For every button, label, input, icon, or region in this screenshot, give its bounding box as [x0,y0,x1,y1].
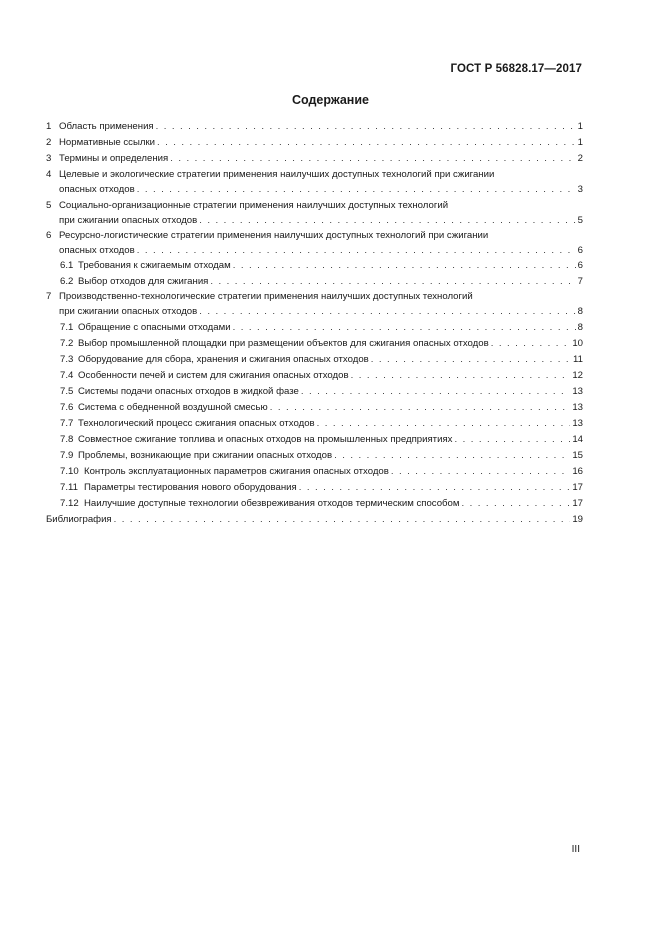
toc-entry-title: Нормативные ссылки [59,137,156,148]
toc-entry-7-4[interactable] [46,368,583,383]
toc-entry-page: 12 [572,370,583,381]
toc-entry-page: 1 [577,137,583,148]
toc-entry-number: 3 [46,153,52,164]
document-header: ГОСТ Р 56828.17—2017 [450,63,582,75]
dot-leader [233,320,576,335]
toc-entry-page: 7 [577,276,583,287]
toc-entry-number: 6.2 [60,276,74,287]
dot-leader [199,213,575,228]
toc-entry-7-12[interactable] [46,496,583,511]
toc-entry-page: 17 [572,498,583,509]
toc-entry-page: 15 [572,450,583,461]
toc-entry-7-2[interactable] [46,336,583,351]
toc-entry-number: 7.7 [60,418,74,429]
toc-entry-title: Системы подачи опасных отходов в жидкой фазе [78,386,299,397]
toc-entry-title: Требования к сжигаемым отходам [78,260,231,271]
toc-entry-6-2[interactable] [46,274,583,289]
toc-entry-page: 6 [577,245,583,256]
toc-entry-title: Производственно-технологические стратегии применения наилучших доступных технологий [59,291,473,302]
toc-title: Содержание [291,93,369,107]
dot-leader [233,258,576,273]
toc-entry-4[interactable] [46,167,583,197]
toc-entry-page: 13 [572,418,583,429]
dot-leader [301,384,571,399]
toc-entry-page: 8 [577,306,583,317]
toc-entry-number: 7.5 [60,386,74,397]
toc-entry-7-7[interactable] [46,416,583,431]
toc-entry-number: 6.1 [60,260,74,271]
toc-entry-page: 17 [572,482,583,493]
toc-entry-title: Параметры тестирования нового оборудования [84,482,297,493]
toc-entry-title: Целевые и экологические стратегии применения наилучших доступных технологий при сжигании [59,169,495,180]
toc-entry-number: 6 [46,230,52,241]
toc-entry-title: Область применения [59,121,154,132]
dot-leader [334,448,570,463]
toc-entry-7-8[interactable] [46,432,583,447]
dot-leader [299,480,571,495]
dot-leader [170,151,575,166]
toc-entry-title: Система с обедненной воздушной смесью [78,402,268,413]
toc-entry-number: 7.2 [60,338,74,349]
toc-entry-title: Контроль эксплуатационных параметров сжигания опасных отходов [84,466,389,477]
dot-leader [270,400,571,415]
dot-leader [351,368,571,383]
dot-leader [461,496,570,511]
toc-entry-7-1[interactable] [46,320,583,335]
toc-entry-7[interactable] [46,289,583,319]
dot-leader [491,336,571,351]
toc-entry-7-11[interactable] [46,480,583,495]
toc-entry-page: 10 [572,338,583,349]
toc-entry-2[interactable] [46,135,583,150]
toc-entry-page: 14 [572,434,583,445]
toc-entry-number: 4 [46,169,52,180]
toc-entry-title: Особенности печей и систем для сжигания опасных отходов [78,370,349,381]
dot-leader [156,119,576,134]
toc-entry-page: 5 [577,215,583,226]
dot-leader [114,512,571,527]
toc-entry-number: 1 [46,121,52,132]
dot-leader [391,464,570,479]
toc-entry-3[interactable] [46,151,583,166]
toc-entry-5[interactable] [46,198,583,228]
dot-leader [137,182,576,197]
toc-entry-number: 7.12 [60,498,79,509]
toc-entry-title: Библиография [46,514,112,525]
toc-entry-7-6[interactable] [46,400,583,415]
toc-entry-page: 13 [572,402,583,413]
toc-entry-6-1[interactable] [46,258,583,273]
toc-entry-number: 7 [46,291,52,302]
toc-entry-title: Социально-организационные стратегии применения наилучших доступных технологий [59,200,449,211]
dot-leader [210,274,575,289]
toc-entry-number: 2 [46,137,52,148]
toc-entry-number: 7.10 [60,466,79,477]
toc-entry-7-3[interactable] [46,352,583,367]
toc-entry-number: 7.4 [60,370,74,381]
toc-entry-title: Проблемы, возникающие при сжигании опасных отходов [78,450,333,461]
toc-entry-number: 7.11 [60,482,78,493]
toc-entry-page: 11 [573,354,583,365]
toc-entry-title-cont: при сжигании опасных отходов [59,215,198,226]
dot-leader [137,243,576,258]
toc-entry-page: 1 [577,121,583,132]
toc-entry-7-10[interactable] [46,464,583,479]
toc-entry-7-9[interactable] [46,448,583,463]
toc-entry-title: Совместное сжигание топлива и опасных отходов на промышленных предприятиях [78,434,453,445]
toc-entry-title: Обращение с опасными отходами [78,322,231,333]
toc-entry-page: 19 [572,514,583,525]
toc-entry-page: 16 [572,466,583,477]
dot-leader [157,135,576,150]
toc-entry-title-cont: опасных отходов [59,245,135,256]
toc-entry-number: 7.8 [60,434,74,445]
toc-entry-1[interactable] [46,119,583,134]
toc-entry-title-cont: опасных отходов [59,184,135,195]
page-number: III [571,844,580,855]
toc-entry-title: Оборудование для сбора, хранения и сжигания опасных отходов [78,354,369,365]
toc-entry-page: 13 [572,386,583,397]
table-of-contents [46,119,583,527]
toc-entry-7-5[interactable] [46,384,583,399]
toc-entry-6[interactable] [46,228,583,258]
toc-entry-number: 5 [46,200,52,211]
dot-leader [199,304,575,319]
toc-entry-number: 7.9 [60,450,74,461]
toc-entry-title: Ресурсно-логистические стратегии применения наилучших доступных технологий при сжигании [59,230,489,241]
toc-entry-page: 6 [577,260,583,271]
toc-entry-number: 7.3 [60,354,74,365]
toc-entry-page: 3 [577,184,583,195]
toc-entry-title: Термины и определения [59,153,169,164]
toc-entry-bibliography[interactable] [46,512,583,527]
dot-leader [454,432,570,447]
toc-entry-title-cont: при сжигании опасных отходов [59,306,198,317]
toc-entry-title: Выбор отходов для сжигания [78,276,209,287]
toc-entry-number: 7.6 [60,402,74,413]
toc-entry-page: 2 [577,153,583,164]
dot-leader [317,416,571,431]
toc-entry-page: 8 [577,322,583,333]
dot-leader [371,352,571,367]
toc-entry-title: Выбор промышленной площадки при размещении объектов для сжигания опасных отходов [78,338,489,349]
toc-entry-title: Технологический процесс сжигания опасных отходов [78,418,315,429]
toc-entry-number: 7.1 [60,322,74,333]
toc-entry-title: Наилучшие доступные технологии обезвреживания отходов термическим способом [84,498,460,509]
